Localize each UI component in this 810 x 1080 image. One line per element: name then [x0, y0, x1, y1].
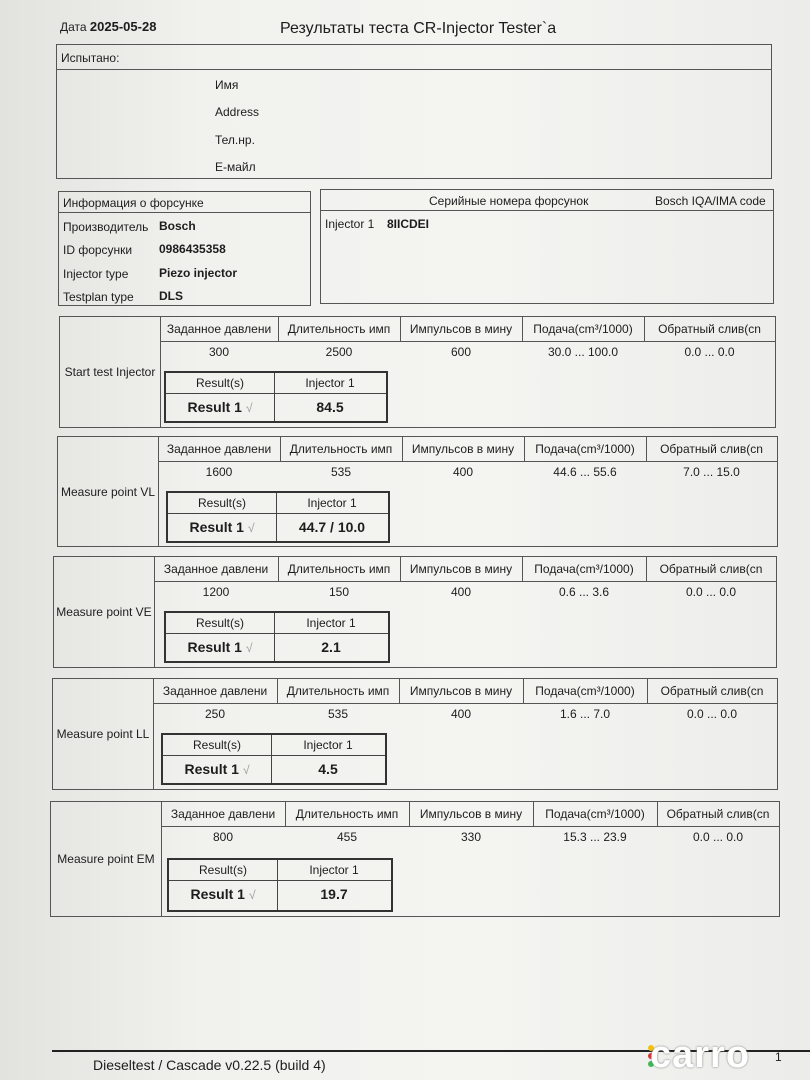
injector-column-label: Injector 1 [303, 738, 353, 752]
pressure-value: 1200 [202, 585, 230, 599]
col-return: Обратный слив(cn [659, 562, 763, 576]
duration-value: 535 [327, 707, 349, 721]
col-pulses: Импульсов в мину [399, 679, 524, 703]
col-duration: Длительность имп [285, 802, 410, 826]
col-pressure: Заданное давлени [153, 679, 278, 703]
return-value: 7.0 ... 15.0 [683, 465, 740, 479]
result-value: 2.1 [321, 639, 341, 655]
pulses-value: 600 [450, 345, 472, 359]
col-delivery: Подача(cm³/1000) [522, 317, 645, 341]
test-section [59, 316, 776, 428]
results-label: Result(s) [166, 613, 275, 633]
col-delivery: Подача(cm³/1000) [524, 437, 647, 461]
tested-title: Испытано: [61, 51, 120, 65]
delivery-value: 15.3 ... 23.9 [563, 830, 627, 844]
pressure-value: 800 [212, 830, 234, 844]
delivery-value: 30.0 ... 100.0 [547, 345, 619, 359]
results-label: Result(s) [168, 493, 277, 513]
delivery-value: 0.6 ... 3.6 [558, 585, 610, 599]
injector-column-label: Injector 1 [305, 376, 355, 390]
col-return: Обратный слив(cn [658, 322, 761, 336]
iqa-code-title: Bosch IQA/IMA code [655, 194, 766, 208]
serial-injector-label: Injector 1 [325, 217, 375, 231]
check-icon: √ [245, 641, 253, 655]
col-duration: Длительность имп [277, 679, 400, 703]
column-headers [158, 437, 777, 462]
duration-value: 455 [336, 830, 358, 844]
col-pulses: Импульсов в мину [409, 802, 534, 826]
column-headers [153, 679, 777, 704]
return-value: 0.0 ... 0.0 [684, 345, 735, 359]
pulses-value: 400 [450, 707, 472, 721]
test-name: Measure point EM [51, 802, 162, 916]
injector-column-label: Injector 1 [306, 616, 356, 630]
return-value: 0.0 ... 0.0 [692, 830, 744, 844]
col-pressure: Заданное давлени [161, 802, 286, 826]
result-name: Result 1 √ [168, 514, 277, 541]
result-name: Result 1 √ [166, 634, 275, 661]
serials-title: Серийные номера форсунок [429, 194, 589, 208]
result-table [167, 858, 393, 912]
injector-id-label: ID форсунки [63, 243, 133, 257]
col-return: Обратный слив(cn [666, 807, 770, 821]
result-value: 19.7 [320, 886, 348, 902]
check-icon: √ [247, 521, 255, 535]
col-pulses: Импульсов в мину [402, 437, 525, 461]
software-version: Dieseltest / Cascade v0.22.5 (build 4) [93, 1057, 326, 1073]
results-label: Result(s) [163, 735, 272, 755]
pressure-value: 1600 [205, 465, 233, 479]
serial-injector-code: 8IICDEI [387, 217, 430, 231]
col-pulses: Импульсов в мину [400, 317, 523, 341]
col-duration: Длительность имп [278, 317, 401, 341]
col-return: Обратный слив(cn [660, 442, 763, 456]
report-title: Результаты теста CR-Injector Tester`a [280, 20, 557, 37]
duration-value: 150 [328, 585, 350, 599]
check-icon: √ [245, 401, 253, 415]
duration-value: 535 [330, 465, 352, 479]
injector-column-label: Injector 1 [307, 496, 357, 510]
result-value: 4.5 [318, 761, 338, 777]
result-name: Result 1 √ [166, 394, 275, 421]
test-section [53, 556, 777, 668]
injector-column-label: Injector 1 [309, 863, 359, 877]
serials-box [320, 189, 774, 304]
injector-type-value: Piezo injector [159, 266, 238, 280]
testplan-type-value: DLS [159, 289, 183, 303]
result-name: Result 1 √ [169, 881, 278, 910]
manufacturer-label: Производитель [63, 220, 149, 234]
col-duration: Длительность имп [278, 557, 401, 581]
test-section [52, 678, 778, 790]
delivery-value: 1.6 ... 7.0 [559, 707, 611, 721]
results-label: Result(s) [169, 860, 278, 880]
injector-type-label: Injector type [63, 267, 129, 281]
col-delivery: Подача(cm³/1000) [523, 679, 648, 703]
col-duration: Длительность имп [280, 437, 403, 461]
injector-info-title: Информация о форсунке [63, 196, 204, 210]
result-table [161, 733, 387, 785]
page-number: 1 [775, 1050, 782, 1064]
column-headers [161, 802, 779, 827]
result-name: Result 1 √ [163, 756, 272, 783]
check-icon: √ [242, 763, 250, 777]
pressure-value: 300 [208, 345, 230, 359]
divider [57, 69, 771, 70]
column-headers [154, 557, 776, 582]
pulses-value: 330 [460, 830, 482, 844]
result-value: 84.5 [316, 399, 344, 415]
report-date: Дата 2025-05-28 [60, 19, 157, 34]
test-name: Measure point VE [54, 557, 155, 667]
pulses-value: 400 [452, 465, 474, 479]
result-table [164, 611, 390, 663]
col-return: Обратный слив(cn [660, 684, 764, 698]
result-value: 44.7 / 10.0 [298, 519, 366, 535]
tested-box [56, 44, 772, 179]
col-pulses: Импульсов в мину [400, 557, 523, 581]
carro-watermark-logo: carro [650, 1034, 751, 1076]
col-delivery: Подача(cm³/1000) [522, 557, 647, 581]
duration-value: 2500 [325, 345, 353, 359]
results-label: Result(s) [166, 373, 275, 393]
delivery-value: 44.6 ... 55.6 [553, 465, 617, 479]
manufacturer-value: Bosch [159, 219, 196, 233]
divider [59, 212, 310, 213]
column-headers [160, 317, 775, 342]
return-value: 0.0 ... 0.0 [685, 585, 737, 599]
col-delivery: Подача(cm³/1000) [533, 802, 658, 826]
testplan-type-label: Testplan type [63, 290, 134, 304]
test-section [50, 801, 780, 917]
pressure-value: 250 [204, 707, 226, 721]
test-name: Start test Injector [60, 317, 161, 427]
check-icon: √ [248, 888, 256, 902]
field-name: Имя [215, 78, 239, 92]
test-name: Measure point VL [58, 437, 159, 546]
pulses-value: 400 [450, 585, 472, 599]
col-pressure: Заданное давлени [158, 437, 281, 461]
col-pressure: Заданное давлени [154, 557, 279, 581]
test-section [57, 436, 778, 547]
col-pressure: Заданное давлени [160, 317, 279, 341]
result-table [166, 491, 390, 543]
field-address: Address [215, 105, 260, 119]
divider [321, 210, 773, 211]
injector-id-value: 0986435358 [159, 242, 226, 256]
field-email: E-майл [215, 160, 256, 174]
test-name: Measure point LL [53, 679, 154, 789]
result-table [164, 371, 388, 423]
return-value: 0.0 ... 0.0 [686, 707, 738, 721]
field-phone: Тел.нр. [215, 133, 255, 147]
injector-info-box [58, 191, 311, 306]
